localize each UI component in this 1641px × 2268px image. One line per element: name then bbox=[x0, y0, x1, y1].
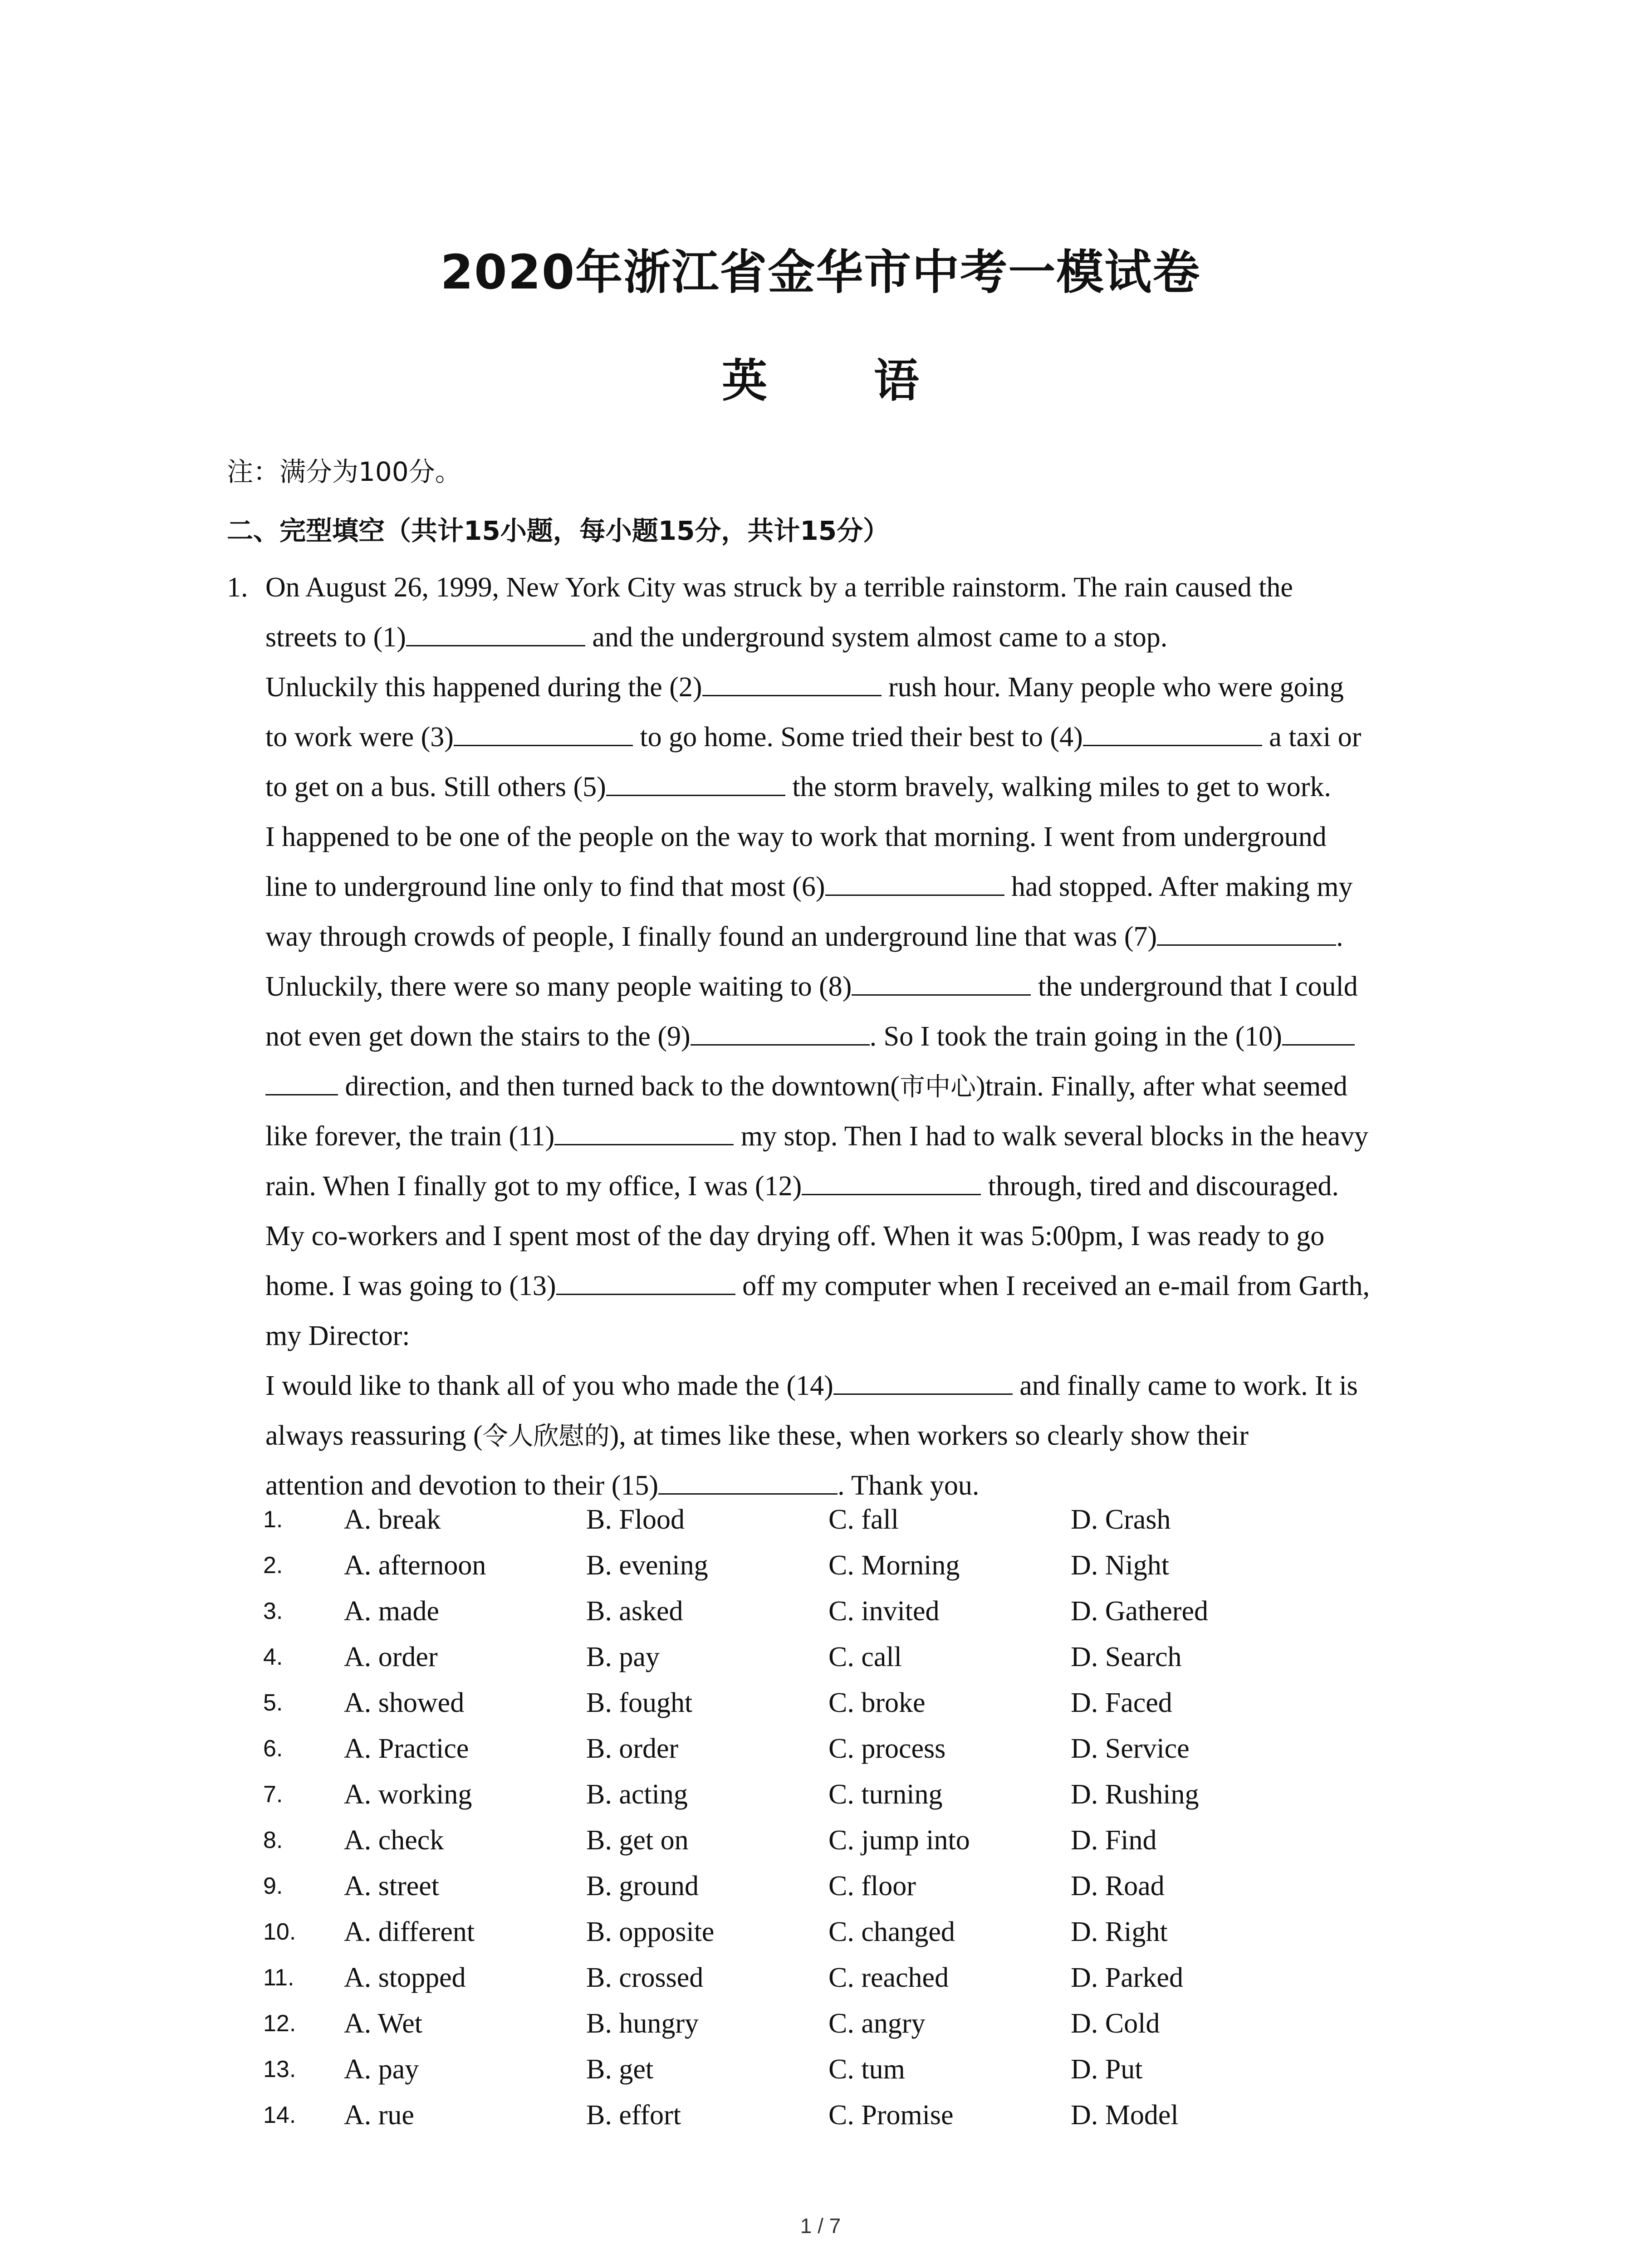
option-b: B. asked bbox=[586, 1596, 683, 1627]
option-b: B. ground bbox=[586, 1871, 699, 1901]
passage-line bbox=[265, 962, 1358, 1012]
option-row bbox=[227, 1955, 1452, 2000]
passage-text: My co-workers and I spent most of the day drying off. When it was 5:00pm, I was ready to go bbox=[265, 1221, 1325, 1251]
option-a: A. afternoon bbox=[344, 1550, 486, 1581]
option-b: B. pay bbox=[586, 1642, 660, 1672]
passage-text: . So I took the train going in the (10) bbox=[869, 1021, 1282, 1052]
passage-text: had stopped. After making my bbox=[1004, 871, 1353, 902]
answer-blank bbox=[658, 1468, 838, 1495]
option-b: B. fought bbox=[586, 1687, 693, 1718]
option-d: D. Model bbox=[1071, 2100, 1179, 2131]
option-a: A. different bbox=[344, 1916, 475, 1947]
passage-text: the underground that I could bbox=[1031, 971, 1358, 1002]
passage-line bbox=[265, 1061, 1347, 1112]
option-number: 6. bbox=[263, 1735, 283, 1762]
option-c: C. Morning bbox=[828, 1550, 960, 1581]
answer-blank bbox=[802, 1168, 981, 1195]
option-number: 3. bbox=[263, 1598, 283, 1624]
score-note: 注：满分为100分。 bbox=[227, 456, 461, 487]
option-number: 9. bbox=[263, 1873, 283, 1899]
option-row bbox=[227, 1726, 1452, 1771]
option-a: A. check bbox=[344, 1825, 444, 1856]
option-row bbox=[227, 1863, 1452, 1909]
option-a: A. pay bbox=[344, 2054, 419, 2085]
passage-text: off my computer when I received an e-mail from Garth, bbox=[735, 1271, 1370, 1301]
option-row bbox=[227, 1543, 1452, 1588]
passage-text: to go home. Some tried their best to (4) bbox=[632, 722, 1083, 753]
passage-text: and finally came to work. It is bbox=[1012, 1370, 1358, 1401]
passage-text: not even get down the stairs to the (9) bbox=[265, 1021, 691, 1052]
option-a: A. order bbox=[344, 1642, 438, 1672]
passage-text: rush hour. Many people who were going bbox=[881, 672, 1344, 703]
option-number: 5. bbox=[263, 1690, 283, 1716]
option-row bbox=[227, 1497, 1452, 1542]
option-d: D. Rushing bbox=[1071, 1779, 1199, 1810]
passage-text: home. I was going to (13) bbox=[265, 1271, 556, 1301]
passage-text: the storm bravely, walking miles to get to work. bbox=[785, 772, 1331, 802]
passage-line bbox=[265, 612, 1167, 662]
answer-blank bbox=[1157, 919, 1336, 946]
passage-text: rain. When I finally got to my office, I was (12) bbox=[265, 1171, 802, 1202]
passage-text: I happened to be one of the people on the way to work that morning. I went from underground bbox=[265, 821, 1327, 852]
option-a: A. Practice bbox=[344, 1733, 469, 1764]
passage-text: way through crowds of people, I finally found an underground line that was (7) bbox=[265, 921, 1157, 952]
option-c: C. process bbox=[828, 1733, 946, 1764]
option-c: C. fall bbox=[828, 1504, 899, 1535]
option-number: 7. bbox=[263, 1781, 283, 1808]
option-row bbox=[227, 1818, 1452, 1863]
passage-text: I would like to thank all of you who made the (14) bbox=[265, 1370, 833, 1401]
option-number: 11. bbox=[263, 1965, 294, 1991]
page-number: 1 / 7 bbox=[800, 2214, 841, 2238]
option-c: C. broke bbox=[828, 1687, 926, 1718]
passage-text: direction, and then turned back to the downtown( bbox=[338, 1071, 900, 1102]
option-b: B. hungry bbox=[586, 2008, 699, 2039]
passage-text: . Thank you. bbox=[838, 1470, 980, 1501]
answer-blank bbox=[406, 620, 585, 646]
passage-line bbox=[265, 1361, 1358, 1411]
passage-text: always reassuring ( bbox=[265, 1420, 483, 1451]
option-number: 8. bbox=[263, 1827, 283, 1853]
option-row bbox=[227, 1680, 1452, 1725]
passage-line bbox=[265, 1111, 1368, 1161]
option-d: D. Road bbox=[1071, 1871, 1165, 1901]
option-d: D. Cold bbox=[1071, 2008, 1160, 2039]
question-number: 1. bbox=[227, 572, 248, 603]
passage-text: On August 26, 1999, New York City was struck by a terrible rainstorm. The rain caused the bbox=[265, 572, 1293, 603]
option-d: D. Put bbox=[1071, 2054, 1143, 2085]
option-d: D. Crash bbox=[1071, 1504, 1171, 1535]
option-a: A. made bbox=[344, 1596, 440, 1627]
passage-text: a taxi or bbox=[1262, 722, 1362, 753]
option-row bbox=[227, 2092, 1452, 2138]
passage-text: line to underground line only to find that most (6) bbox=[265, 871, 825, 902]
passage-line bbox=[265, 862, 1353, 912]
option-a: A. showed bbox=[344, 1687, 465, 1718]
option-number: 12. bbox=[263, 2010, 296, 2037]
passage-line bbox=[265, 1012, 1355, 1061]
passage-line bbox=[265, 562, 1293, 612]
option-b: B. effort bbox=[586, 2100, 681, 2131]
option-a: A. working bbox=[344, 1779, 472, 1810]
option-d: D. Search bbox=[1071, 1642, 1182, 1672]
answer-blank bbox=[554, 1119, 734, 1145]
passage-text: . bbox=[1336, 921, 1343, 952]
option-c: C. Promise bbox=[828, 2100, 954, 2131]
passage-text: Unluckily this happened during the (2) bbox=[265, 672, 702, 703]
option-row bbox=[227, 1909, 1452, 1955]
document-title: 2020年浙江省金华市中考一模试卷 bbox=[440, 244, 1201, 300]
passage-text: my stop. Then I had to walk several blocks in the heavy bbox=[734, 1121, 1369, 1152]
option-c: C. tum bbox=[828, 2054, 905, 2085]
passage-line bbox=[265, 1211, 1324, 1261]
passage-line bbox=[265, 662, 1344, 712]
passage-text: Unluckily, there were so many people waiting to (8) bbox=[265, 971, 852, 1002]
option-c: C. reached bbox=[828, 1962, 949, 1993]
option-b: B. Flood bbox=[586, 1504, 685, 1535]
option-d: D. Faced bbox=[1071, 1687, 1172, 1718]
option-b: B. get bbox=[586, 2054, 654, 2085]
passage-text: to work were (3) bbox=[265, 722, 454, 753]
option-row bbox=[227, 1772, 1452, 1817]
passage-line bbox=[265, 1161, 1339, 1211]
option-a: A. stopped bbox=[344, 1962, 466, 1993]
option-c: C. jump into bbox=[828, 1825, 970, 1856]
option-number: 14. bbox=[263, 2102, 296, 2128]
answer-blank bbox=[1083, 719, 1262, 746]
passage-text: my Director: bbox=[265, 1320, 410, 1351]
chinese-gloss: 市中心 bbox=[899, 1072, 976, 1102]
answer-blank bbox=[852, 969, 1031, 996]
option-c: C. floor bbox=[828, 1871, 916, 1901]
option-number: 4. bbox=[263, 1644, 283, 1670]
answer-blank bbox=[691, 1019, 870, 1046]
option-row bbox=[227, 2001, 1452, 2046]
option-c: C. invited bbox=[828, 1596, 940, 1627]
answer-blank bbox=[702, 670, 882, 696]
option-b: B. opposite bbox=[586, 1916, 715, 1947]
passage-line bbox=[265, 1411, 1249, 1461]
option-d: D. Service bbox=[1071, 1733, 1190, 1764]
option-a: A. street bbox=[344, 1871, 440, 1901]
answer-blank bbox=[606, 769, 785, 796]
option-b: B. get on bbox=[586, 1825, 689, 1856]
option-row bbox=[227, 2047, 1452, 2092]
chinese-gloss: 令人欣慰的 bbox=[482, 1422, 610, 1451]
option-b: B. crossed bbox=[586, 1962, 704, 1993]
option-number: 2. bbox=[263, 1552, 283, 1579]
option-a: A. break bbox=[344, 1504, 441, 1535]
passage-line bbox=[265, 762, 1331, 812]
option-c: C. turning bbox=[828, 1779, 943, 1810]
option-number: 10. bbox=[263, 1919, 296, 1945]
passage-text: attention and devotion to their (15) bbox=[265, 1470, 659, 1501]
option-b: B. acting bbox=[586, 1779, 688, 1810]
passage-line bbox=[265, 1261, 1370, 1311]
option-d: D. Find bbox=[1071, 1825, 1157, 1856]
option-c: C. call bbox=[828, 1642, 902, 1672]
passage-text: and the underground system almost came to a stop. bbox=[585, 622, 1168, 653]
passage-text: ), at times like these, when workers so clearly show their bbox=[609, 1420, 1249, 1451]
option-row bbox=[227, 1634, 1452, 1680]
option-d: D. Night bbox=[1071, 1550, 1169, 1581]
passage-text: to get on a bus. Still others (5) bbox=[265, 772, 606, 802]
answer-blank bbox=[556, 1268, 735, 1295]
answer-blank bbox=[1282, 1019, 1355, 1046]
option-number: 13. bbox=[263, 2056, 296, 2082]
answer-blank bbox=[454, 719, 633, 746]
option-number: 1. bbox=[263, 1506, 283, 1533]
answer-blank bbox=[833, 1368, 1013, 1395]
option-a: A. Wet bbox=[344, 2008, 422, 2039]
option-d: D. Parked bbox=[1071, 1962, 1183, 1993]
answer-blank bbox=[825, 869, 1004, 896]
passage-line bbox=[265, 912, 1343, 962]
passage-text: through, tired and discouraged. bbox=[981, 1171, 1339, 1202]
passage-line bbox=[265, 712, 1361, 762]
option-a: A. rue bbox=[344, 2100, 414, 2131]
option-d: D. Gathered bbox=[1071, 1596, 1208, 1627]
answer-blank bbox=[265, 1069, 338, 1095]
option-row bbox=[227, 1589, 1452, 1634]
section-heading: 二、完型填空（共计15小题，每小题15分，共计15分） bbox=[227, 515, 890, 546]
passage-text: streets to (1) bbox=[265, 622, 406, 653]
passage-text: like forever, the train (11) bbox=[265, 1121, 555, 1152]
option-d: D. Right bbox=[1071, 1916, 1168, 1947]
option-c: C. changed bbox=[828, 1916, 955, 1947]
passage-line bbox=[265, 812, 1327, 862]
document-subtitle: 英 语 bbox=[722, 354, 965, 407]
option-b: B. order bbox=[586, 1733, 679, 1764]
option-c: C. angry bbox=[828, 2008, 926, 2039]
option-b: B. evening bbox=[586, 1550, 708, 1581]
passage-line bbox=[265, 1311, 410, 1361]
passage-text: )train. Finally, after what seemed bbox=[975, 1071, 1347, 1102]
